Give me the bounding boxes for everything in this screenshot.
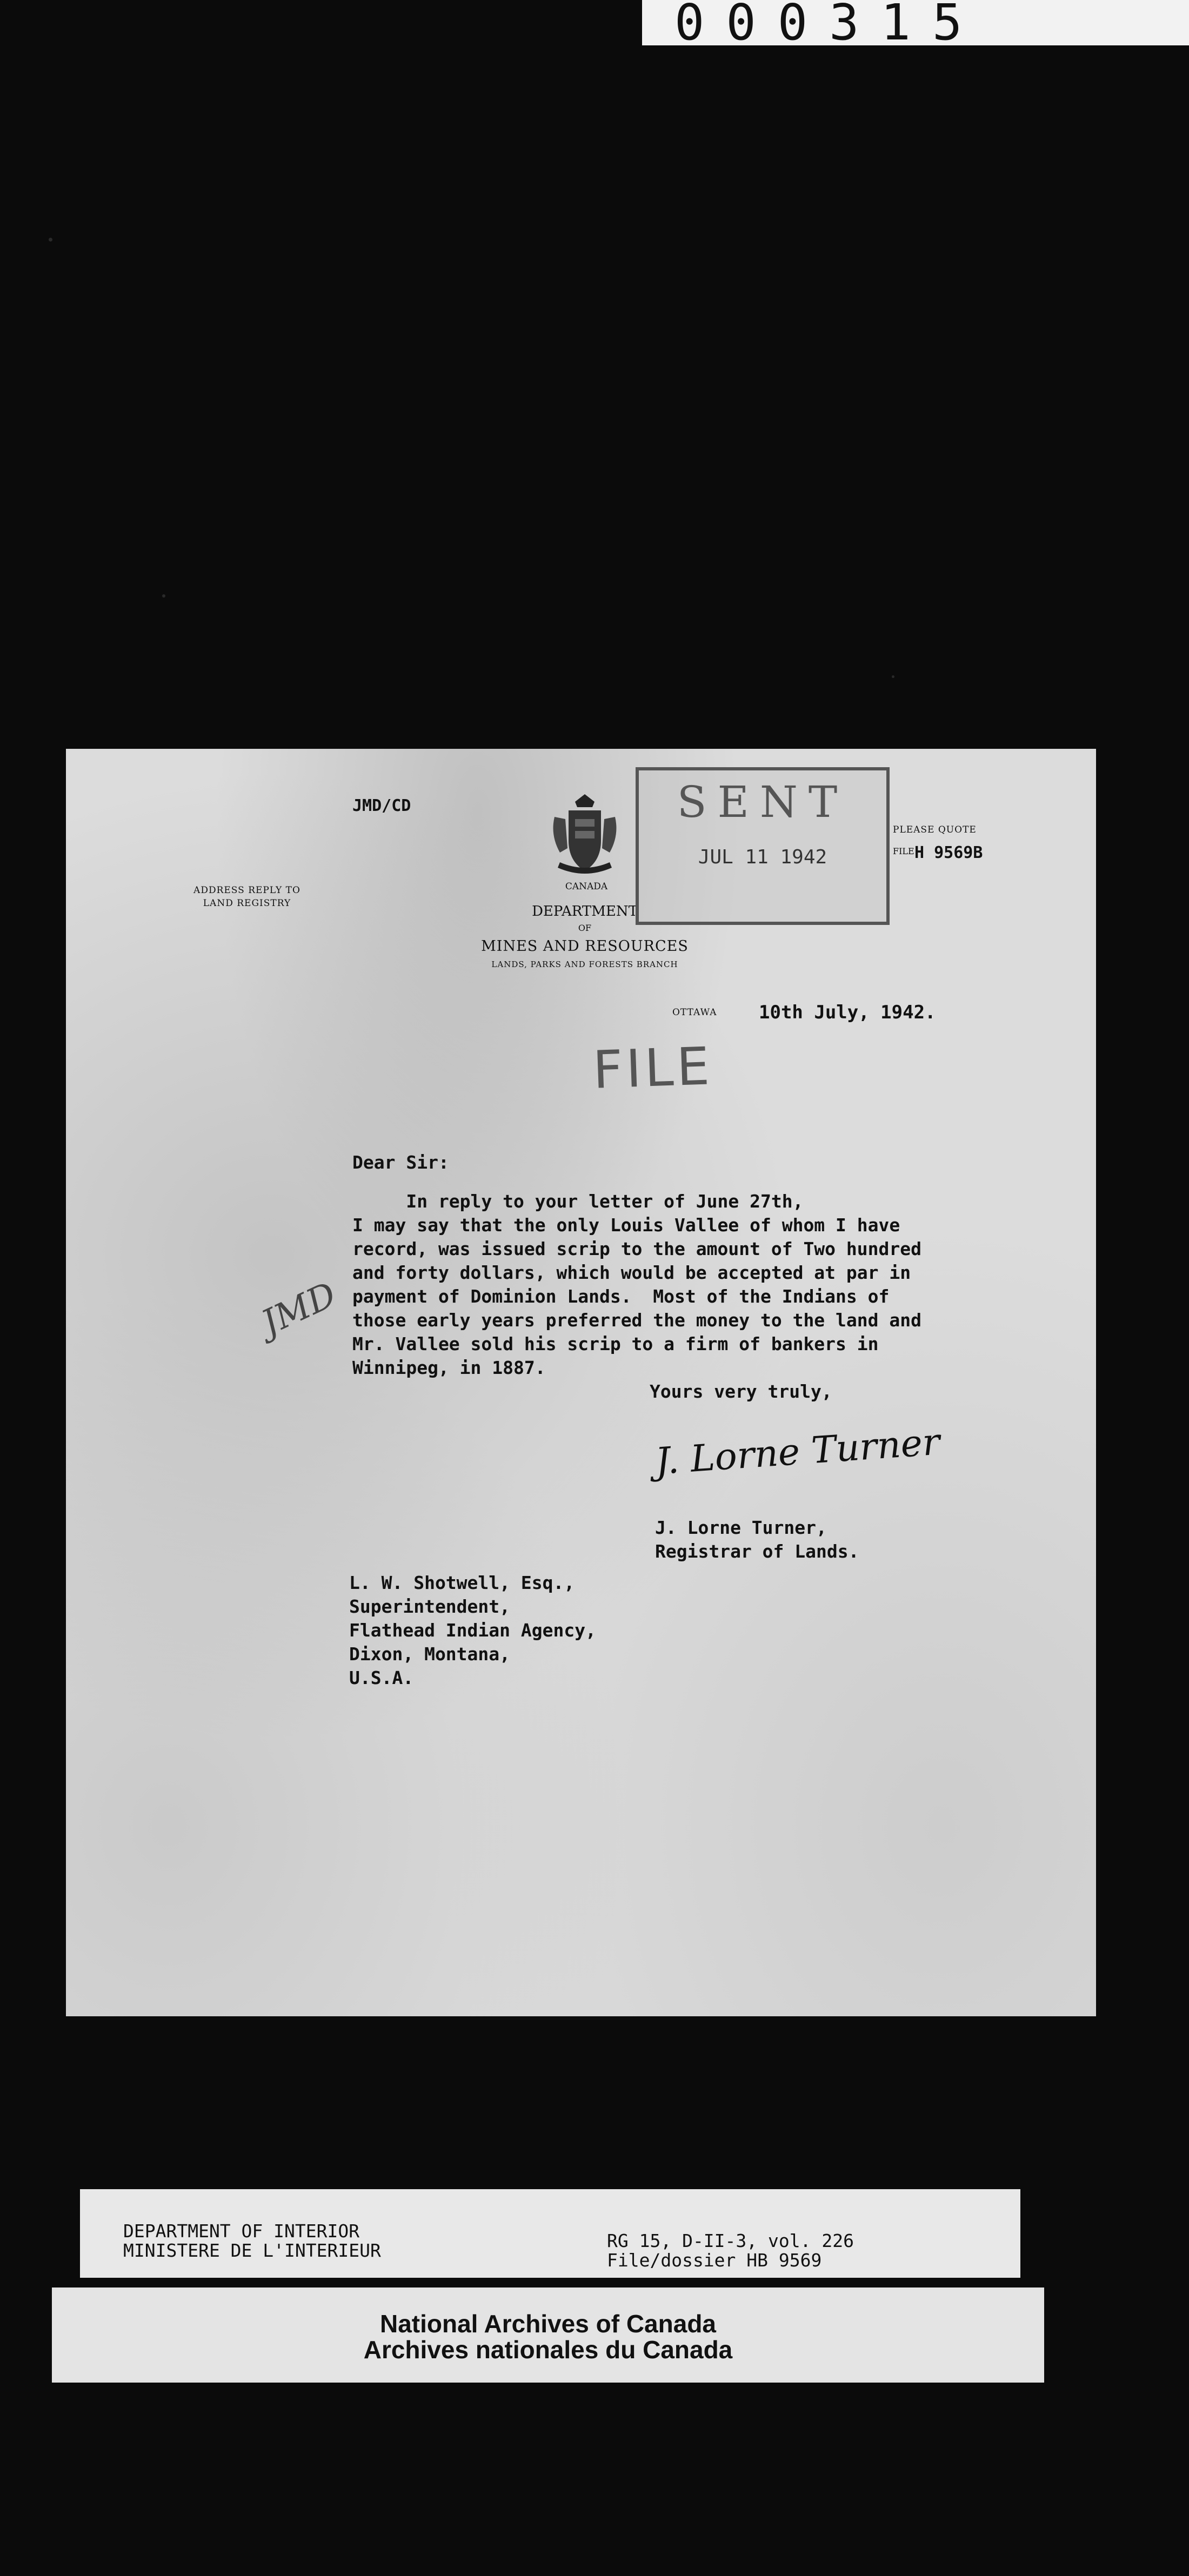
file-dossier: File/dossier HB 9569 (607, 2250, 822, 2271)
signer-title: Registrar of Lands. (655, 1541, 859, 1562)
reference-initials: JMD/CD (352, 796, 411, 815)
department-fr: MINISTERE DE L'INTERIEUR (123, 2240, 381, 2261)
sent-stamp-label: SENT (677, 777, 849, 827)
handwritten-initials: JMD (256, 1274, 343, 1344)
recipient-line: Dixon, Montana, (349, 1643, 511, 1665)
department-en: DEPARTMENT OF INTERIOR (123, 2221, 360, 2242)
film-speck (162, 594, 165, 598)
archives-name-fr: Archives nationales du Canada (363, 2336, 733, 2364)
film-speck (892, 675, 894, 678)
file-stamp: FILE (592, 1036, 714, 1101)
place-name: OTTAWA (672, 1007, 717, 1018)
body-line: I may say that the only Louis Vallee of whom I have (352, 1215, 900, 1236)
letterhead-of: OF (578, 923, 592, 933)
body-line: and forty dollars, which would be accepted at par in (352, 1262, 911, 1283)
please-quote-label: PLEASE QUOTE (893, 824, 977, 835)
address-reply-line: ADDRESS REPLY TO (193, 885, 300, 896)
address-reply-note (190, 884, 304, 910)
sent-stamp (636, 767, 890, 925)
recipient-line: U.S.A. (349, 1667, 414, 1688)
record-group-reference: RG 15, D-II-3, vol. 226 (607, 2230, 854, 2251)
national-archives-banner (52, 2287, 1044, 2383)
archives-name-en: National Archives of Canada (379, 2310, 716, 2338)
recipient-line: Superintendent, (349, 1596, 511, 1617)
letterhead-department: DEPARTMENT (532, 903, 638, 920)
address-reply-line: LAND REGISTRY (203, 898, 291, 909)
letter-page (66, 749, 1096, 2016)
recipient-line: L. W. Shotwell, Esq., (349, 1572, 575, 1593)
body-line: payment of Dominion Lands. Most of the Indians of (352, 1286, 890, 1307)
body-line: Mr. Vallee sold his scrip to a firm of bankers in (352, 1333, 879, 1354)
letterhead-country: CANADA (565, 881, 608, 892)
letterhead-branch: LANDS, PARKS AND FORESTS BRANCH (491, 960, 678, 969)
film-speck (49, 238, 52, 242)
sent-stamp-date: JUL 11 1942 (698, 846, 827, 868)
body-line: Winnipeg, in 1887. (352, 1357, 546, 1378)
signer-name: J. Lorne Turner, (655, 1517, 827, 1538)
body-line: In reply to your letter of June 27th, (352, 1191, 804, 1212)
closing: Yours very truly, (650, 1381, 832, 1402)
coat-of-arms-icon (547, 792, 623, 878)
file-number: H 9569B (914, 843, 983, 862)
frame-number: 000315 (642, 0, 1189, 45)
salutation: Dear Sir: (352, 1152, 449, 1173)
letterhead-ministry: MINES AND RESOURCES (481, 938, 689, 955)
archive-reference-label (80, 2189, 1020, 2278)
letter-body (352, 1190, 979, 1380)
signer-block (655, 1516, 859, 1564)
recipient-address (349, 1571, 596, 1690)
letter-date: 10th July, 1942. (759, 1002, 936, 1023)
file-label: FILE (893, 846, 914, 856)
recipient-line: Flathead Indian Agency, (349, 1620, 596, 1641)
body-line: those early years preferred the money to the land and (352, 1310, 921, 1331)
handwritten-signature: J. Lorne Turner (653, 1420, 941, 1484)
body-line: record, was issued scrip to the amount of Two hundred (352, 1238, 921, 1259)
